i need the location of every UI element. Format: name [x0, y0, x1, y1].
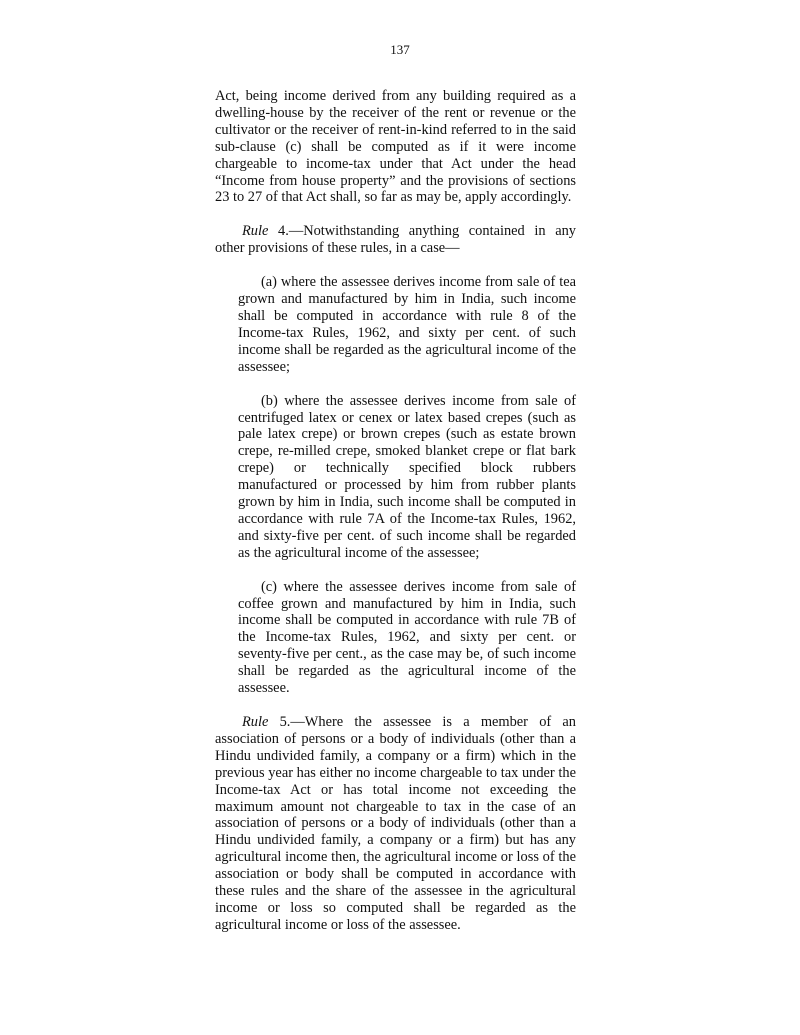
- clause-a: (a) where the assessee derives income from sale of tea grown and manufactured by him in India, such income shall be computed in accordance with rule 8 of the Income-tax Rules, 1962, and sixty per cent. of such income shall be regarded as the agricultural income of the assessee;: [238, 274, 576, 375]
- document-body: [215, 88, 576, 951]
- clause-c: (c) where the assessee derives income from sale of coffee grown and manufactured by him in India, such income shall be computed in accordance with rule 7B of the Income-tax Rules, 1962, and sixty per cent. or seventy-five per cent., as the case may be, of such income shall be regarded as the agricultural income of the assessee.: [238, 578, 576, 697]
- clause-b: (b) where the assessee derives income from sale of centrifuged latex or cenex or latex based crepes (such as pale latex crepe) or brown crepes (such as estate brown crepe, re-milled crepe, smoked blanket crepe or flat bark crepe) or technically specified block rubbers manufactured or processed by him from rubber plants grown by him in India, such income shall be computed in accordance with rule 7A of the Income-tax Rules, 1962, and sixty-five per cent. of such income shall be regarded as the agricultural income of the assessee;: [238, 392, 576, 561]
- rule-5-text: 5.—Where the assessee is a member of an association of persons or a body of individuals (other than a Hindu undivided family, a company or a firm) which in the previous year has either no income chargeable to tax under the Income-tax Act or has total income not exceeding the maximum amount not chargeable to tax in the case of an association of persons or a body of individuals (other than a Hindu undivided family, a company or a firm) but has any agricultural income then, the agricultural income or loss of the association or body shall be computed in accordance with these rules and the share of the assessee in the agricultural income or loss so computed shall be regarded as the agricultural income or loss of the assessee.: [215, 714, 576, 933]
- page-number: 137: [390, 42, 410, 57]
- rule-4-label: Rule: [242, 223, 269, 240]
- rule-4-paragraph: [215, 223, 576, 257]
- continued-paragraph: Act, being income derived from any building required as a dwelling-house by the receiver of the rent or revenue or the cultivator or the receiver of rent-in-kind referred to in the said sub-clause (c) shall be computed as if it were income chargeable to income-tax under that Act under the head “Income from house property” and the provisions of sections 23 to 27 of that Act shall, so far as may be, apply accordingly.: [215, 88, 576, 206]
- rule-5-paragraph: [215, 714, 576, 934]
- rule-5-label: Rule: [242, 714, 269, 730]
- rule-4-text: 4.—Notwithstanding anything contained in any other provisions of these rules, in a case—: [215, 223, 576, 257]
